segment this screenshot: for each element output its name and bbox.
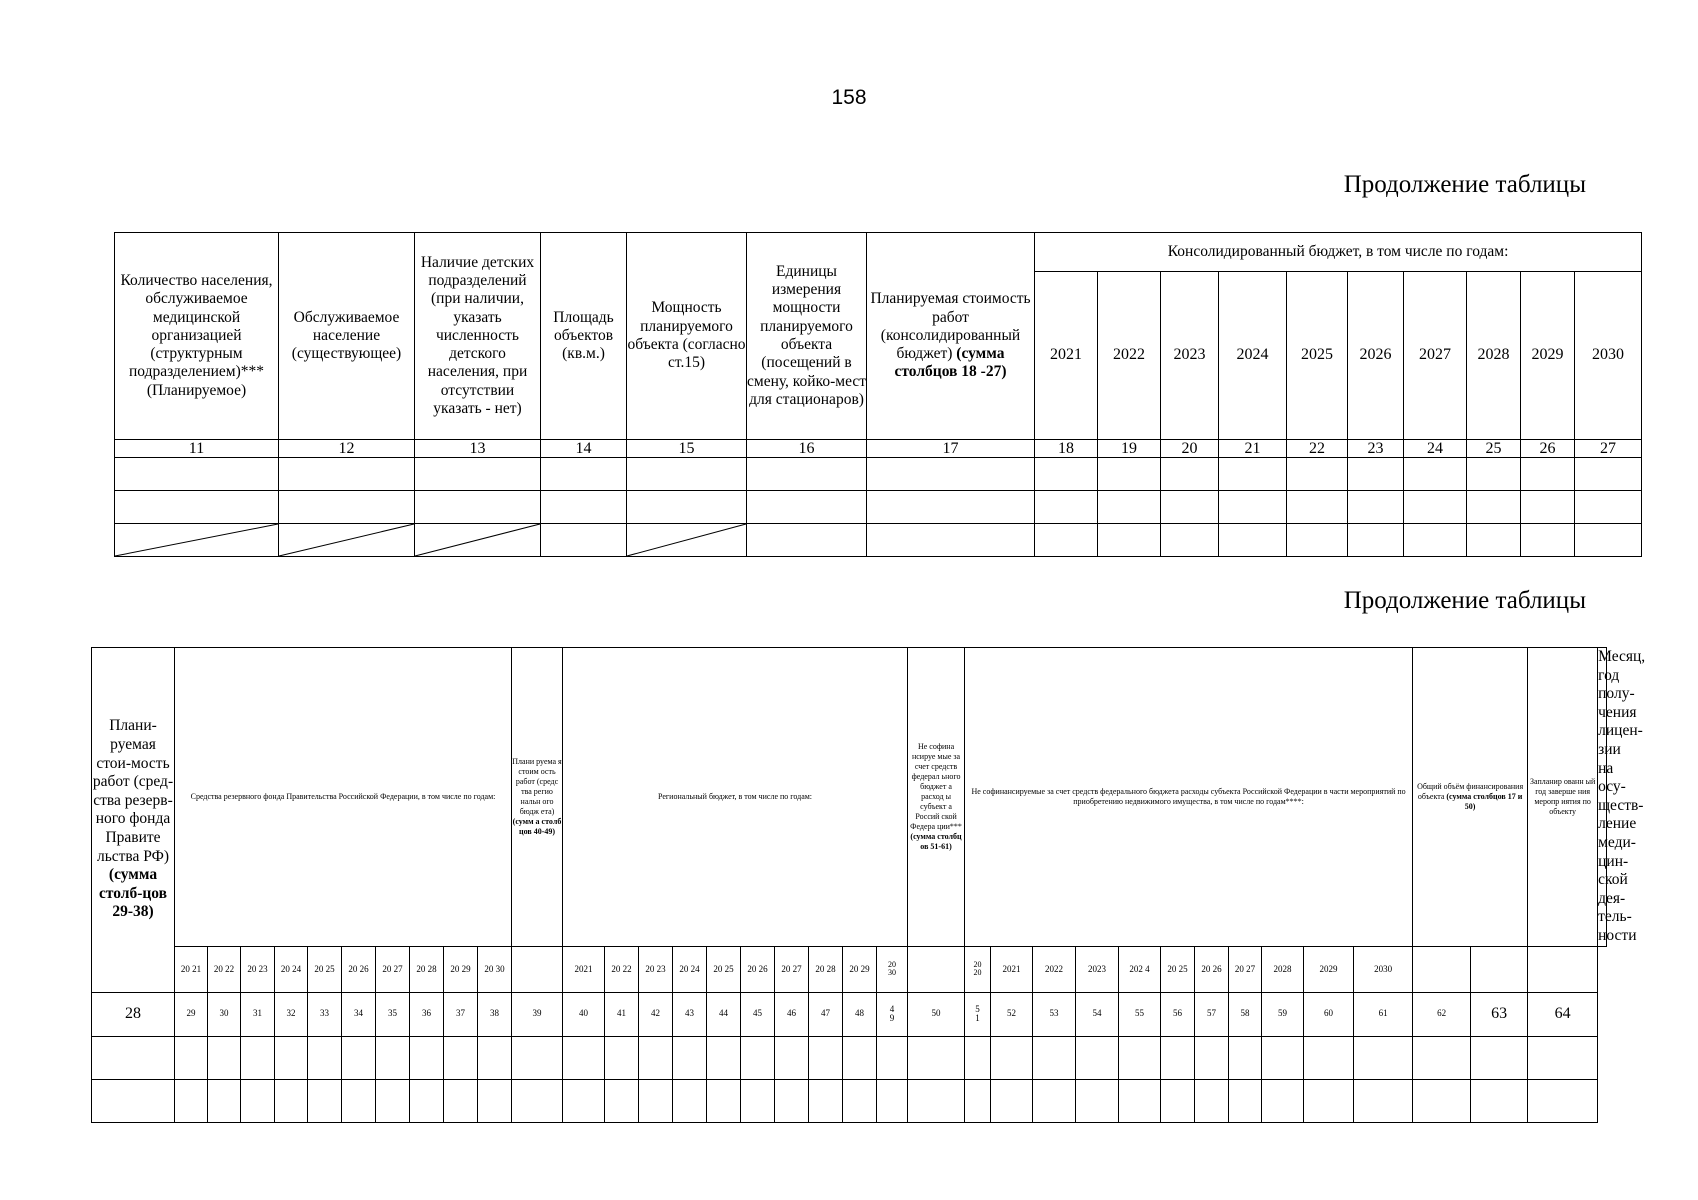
empty-cell [376,1079,410,1122]
empty-cell [1195,1079,1229,1122]
empty-cell [1467,458,1521,491]
empty-cell [877,1036,908,1079]
empty-cell [115,458,279,491]
empty-cell [342,1036,376,1079]
empty-cell [208,1079,241,1122]
column-number-30: 30 [208,992,241,1036]
empty-cell [1262,1036,1304,1079]
empty-cell [605,1079,639,1122]
column-number-22: 22 [1287,440,1348,458]
empty-cell [1521,491,1575,524]
column-number-28: 28 [92,992,175,1036]
year-header-2026: 2026 [1348,272,1404,440]
header-reserve-fund: Средства резервного фонда Правительства Российской Федерации, в том числе по годам: [175,648,512,947]
column-number-35: 35 [376,992,410,1036]
empty-cell [1404,491,1467,524]
empty-cell [991,1036,1033,1079]
nonfed-year-21: 2021 [991,946,1033,992]
reserve-year-29: 20 29 [444,946,478,992]
nonfed-year-22: 2022 [1033,946,1076,992]
column-number-20: 20 [1161,440,1219,458]
empty-cell [741,1036,775,1079]
column-number-29: 29 [175,992,208,1036]
empty-cell [1119,1079,1161,1122]
column-number-60: 60 [1304,992,1354,1036]
column-number-42: 42 [639,992,673,1036]
empty-cell [991,1079,1033,1122]
nonfed-year-27: 20 27 [1229,946,1262,992]
empty-cell [1413,1079,1471,1122]
column-number-48: 48 [843,992,877,1036]
column-number-12: 12 [279,440,415,458]
column-number-56: 56 [1161,992,1195,1036]
empty-cell [1161,458,1219,491]
column-number-50: 50 [908,992,965,1036]
reserve-year-28: 20 28 [410,946,444,992]
empty-cell [512,1036,563,1079]
empty-cell [1575,458,1642,491]
year-header-2030: 2030 [1575,272,1642,440]
header-area: Площадь объектов (кв.м.) [541,233,627,440]
empty-cell [1413,946,1471,992]
empty-cell [747,491,867,524]
empty-cell [175,1036,208,1079]
column-number-51: 51 [965,992,991,1036]
empty-cell [308,1036,342,1079]
column-number-44: 44 [707,992,741,1036]
column-number-38: 38 [478,992,512,1036]
empty-cell [627,491,747,524]
column-number-62: 62 [1413,992,1471,1036]
empty-cell [563,1036,605,1079]
header-population-existing: Обслуживаемое население (существующее) [279,233,415,440]
column-number-58: 58 [1229,992,1262,1036]
empty-cell [809,1079,843,1122]
column-number-46: 46 [775,992,809,1036]
column-number-39: 39 [512,992,563,1036]
header-planned-cost-regional: Плани руема я стоим ость работ (средс тва регио нальн ого бюдж ета) (сумм а столб цов 40-49) [512,648,563,947]
empty-cell [415,458,541,491]
column-number-53: 53 [1033,992,1076,1036]
column-number-17: 17 [867,440,1035,458]
empty-cell [512,1079,563,1122]
empty-cell [1471,946,1528,992]
empty-cell [1098,524,1161,557]
nonfed-year-30: 2030 [1354,946,1413,992]
empty-cell [1467,491,1521,524]
empty-cell [775,1079,809,1122]
column-number-16: 16 [747,440,867,458]
empty-cell [1354,1036,1413,1079]
empty-cell [1404,524,1467,557]
empty-cell [1033,1079,1076,1122]
empty-cell [410,1036,444,1079]
empty-cell [867,458,1035,491]
empty-cell [1098,458,1161,491]
regional-year-25: 20 25 [707,946,741,992]
empty-cell [1348,524,1404,557]
struck-cell [627,524,747,557]
struck-cell [115,524,279,557]
empty-cell [1161,524,1219,557]
empty-cell [1035,458,1098,491]
empty-cell [775,1036,809,1079]
empty-cell [965,1036,991,1079]
column-number-33: 33 [308,992,342,1036]
column-number-55: 55 [1119,992,1161,1036]
nonfed-year-25: 20 25 [1161,946,1195,992]
nonfed-year-20: 2020 [965,946,991,992]
column-number-59: 59 [1262,992,1304,1036]
empty-cell [175,1079,208,1122]
empty-cell [1195,1036,1229,1079]
empty-cell [92,1036,175,1079]
empty-cell [1528,1079,1598,1122]
empty-cell [707,1036,741,1079]
empty-cell [908,946,965,992]
empty-cell [241,1036,275,1079]
header-license-date: Месяц, год полу-чения лицен-зии на осу-ществ-ление меди-цин-ской дея-тель-ности [1598,648,1607,947]
empty-cell [342,1079,376,1122]
empty-cell [1471,1079,1528,1122]
empty-cell [1404,458,1467,491]
column-number-45: 45 [741,992,775,1036]
regional-year-22: 20 22 [605,946,639,992]
empty-cell [1575,524,1642,557]
regional-year-24: 20 24 [673,946,707,992]
column-number-14: 14 [541,440,627,458]
empty-cell [1354,1079,1413,1122]
regional-year-28: 20 28 [809,946,843,992]
header-regional-budget: Региональный бюджет, в том числе по годам: [563,648,908,947]
diagonal-strike-line [627,524,746,556]
column-number-15: 15 [627,440,747,458]
column-number-27: 27 [1575,440,1642,458]
header-planned-cost-consolidated: Планируемая стоимость работ (консолидированный бюджет) (сумма столбцов 18 -27) [867,233,1035,440]
column-number-19: 19 [1098,440,1161,458]
struck-cell [279,524,415,557]
empty-cell [908,1036,965,1079]
reserve-year-25: 20 25 [308,946,342,992]
column-number-57: 57 [1195,992,1229,1036]
empty-cell [747,458,867,491]
empty-cell [279,458,415,491]
column-number-13: 13 [415,440,541,458]
empty-cell [843,1036,877,1079]
header-planned-completion-year: Запланир ованн ый год заверше ния меропр иятия по объекту [1528,648,1598,947]
column-number-32: 32 [275,992,308,1036]
budget-table-part-2 [91,647,1646,1123]
empty-cell [1076,1079,1119,1122]
year-header-2028: 2028 [1467,272,1521,440]
column-number-21: 21 [1219,440,1287,458]
reserve-year-26: 20 26 [342,946,376,992]
empty-cell [208,1036,241,1079]
empty-cell [741,1079,775,1122]
empty-cell [1262,1079,1304,1122]
empty-cell [1528,1036,1598,1079]
year-header-2024: 2024 [1219,272,1287,440]
empty-cell [707,1079,741,1122]
empty-cell [867,524,1035,557]
empty-cell [92,1079,175,1122]
empty-cell [1287,458,1348,491]
empty-cell [1219,458,1287,491]
empty-cell [275,1079,308,1122]
column-number-41: 41 [605,992,639,1036]
reserve-year-23: 20 23 [241,946,275,992]
empty-cell [1098,491,1161,524]
struck-cell [415,524,541,557]
reserve-year-30: 20 30 [478,946,512,992]
empty-cell [512,946,563,992]
reserve-year-22: 20 22 [208,946,241,992]
column-number-63: 63 [1471,992,1528,1036]
nonfed-year-29: 2029 [1304,946,1354,992]
column-number-25: 25 [1467,440,1521,458]
column-number-34: 34 [342,992,376,1036]
header-nonfed-expenses: Не софина нсируе мые за счет средств федерал ьного бюджет а расход ы субъект а Россий ской Федера ции*** (сумма столбц ов 51-61) [908,648,965,947]
empty-cell [444,1036,478,1079]
continuation-title-1: Продолжение таблицы [1343,171,1586,198]
empty-cell [843,1079,877,1122]
empty-cell [605,1036,639,1079]
empty-cell [1219,491,1287,524]
nonfed-year-26: 20 26 [1195,946,1229,992]
nonfed-year-23: 2023 [1076,946,1119,992]
column-number-54: 54 [1076,992,1119,1036]
empty-cell [1413,1036,1471,1079]
nonfed-year-28: 2028 [1262,946,1304,992]
empty-cell [541,458,627,491]
empty-cell [673,1079,707,1122]
header-population-planned: Количество населения, обслуживаемое медицинской организацией (структурным подразделением)*** (Планируемое) [115,233,279,440]
column-number-49: 49 [877,992,908,1036]
regional-year-26: 20 26 [741,946,775,992]
column-number-47: 47 [809,992,843,1036]
regional-year-21: 2021 [563,946,605,992]
year-header-2029: 2029 [1521,272,1575,440]
empty-cell [1219,524,1287,557]
regional-year-29: 20 29 [843,946,877,992]
year-header-2021: 2021 [1035,272,1098,440]
column-number-61: 61 [1354,992,1413,1036]
header-nonfed-property: Не софинансируемые за счет средств федерального бюджета расходы субъекта Российской Федерации в части мероприятий по приобретению недвижимого имущества, в том числе по годам****: [965,648,1413,947]
column-number-36: 36 [410,992,444,1036]
header-planned-cost-reserve: Плани-руемая стои-мость работ (сред-ства резерв-ного фонда Правите льства РФ) (сумма столб-цов 29-38) [92,648,175,993]
empty-cell [1161,1079,1195,1122]
budget-table-part-1 [114,232,1642,557]
reserve-year-21: 20 21 [175,946,208,992]
empty-cell [1035,491,1098,524]
column-number-37: 37 [444,992,478,1036]
empty-cell [1161,491,1219,524]
diagonal-strike-line [415,524,540,556]
empty-cell [541,524,627,557]
empty-cell [809,1036,843,1079]
column-number-40: 40 [563,992,605,1036]
empty-cell [541,491,627,524]
empty-cell [1304,1079,1354,1122]
empty-cell [639,1079,673,1122]
header-capacity-units: Единицы измерения мощности планируемого объекта (посещений в смену, койко-мест для стационаров) [747,233,867,440]
column-number-26: 26 [1521,440,1575,458]
column-number-23: 23 [1348,440,1404,458]
empty-cell [1229,1079,1262,1122]
empty-cell [1287,491,1348,524]
empty-cell [1304,1036,1354,1079]
regional-year-30: 2030 [877,946,908,992]
year-header-2022: 2022 [1098,272,1161,440]
empty-cell [241,1079,275,1122]
empty-cell [627,458,747,491]
empty-cell [115,491,279,524]
empty-cell [478,1079,512,1122]
year-header-2023: 2023 [1161,272,1219,440]
empty-cell [1575,491,1642,524]
column-number-43: 43 [673,992,707,1036]
empty-cell [1348,458,1404,491]
empty-cell [308,1079,342,1122]
empty-cell [1229,1036,1262,1079]
empty-cell [639,1036,673,1079]
empty-cell [867,491,1035,524]
reserve-year-24: 20 24 [275,946,308,992]
column-number-52: 52 [991,992,1033,1036]
empty-cell [1161,1036,1195,1079]
regional-year-23: 20 23 [639,946,673,992]
empty-cell [478,1036,512,1079]
column-number-11: 11 [115,440,279,458]
column-number-31: 31 [241,992,275,1036]
empty-cell [410,1079,444,1122]
empty-cell [1521,458,1575,491]
nonfed-year-24: 202 4 [1119,946,1161,992]
column-number-18: 18 [1035,440,1098,458]
empty-cell [415,491,541,524]
empty-cell [747,524,867,557]
year-header-2027: 2027 [1404,272,1467,440]
empty-cell [1471,1036,1528,1079]
header-consolidated-budget: Консолидированный бюджет, в том числе по годам: [1035,233,1642,272]
header-children-units: Наличие детских подразделений (при наличии, указать численность детского населения, при отсутствии указать - нет) [415,233,541,440]
reserve-year-27: 20 27 [376,946,410,992]
empty-cell [1119,1036,1161,1079]
empty-cell [1467,524,1521,557]
empty-cell [376,1036,410,1079]
empty-cell [1287,524,1348,557]
diagonal-strike-line [279,524,414,556]
column-number-24: 24 [1404,440,1467,458]
empty-cell [563,1079,605,1122]
regional-year-27: 20 27 [775,946,809,992]
header-total-financing: Общий объём финансирования объекта (сумма столбцов 17 и 50) [1413,648,1528,947]
year-header-2025: 2025 [1287,272,1348,440]
continuation-title-2: Продолжение таблицы [1343,587,1586,614]
header-capacity: Мощность планируемого объекта (согласно ст.15) [627,233,747,440]
empty-cell [965,1079,991,1122]
empty-cell [1521,524,1575,557]
empty-cell [908,1079,965,1122]
empty-cell [275,1036,308,1079]
diagonal-strike-line [115,524,278,556]
empty-cell [1033,1036,1076,1079]
empty-cell [1348,491,1404,524]
empty-cell [1035,524,1098,557]
empty-cell [877,1079,908,1122]
empty-cell [444,1079,478,1122]
empty-cell [1076,1036,1119,1079]
column-number-64: 64 [1528,992,1598,1036]
page-number: 158 [831,86,867,109]
empty-cell [279,491,415,524]
empty-cell [1528,946,1598,992]
empty-cell [673,1036,707,1079]
